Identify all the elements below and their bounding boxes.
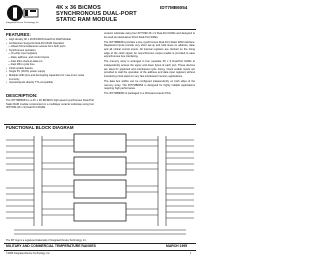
feature-subitem: — Fast 20ns clock-to-data out — [6, 60, 94, 64]
description-left — [6, 99, 94, 111]
title-line: STATIC RAM MODULE — [56, 17, 118, 24]
ram-block-connections — [42, 140, 158, 215]
left-port-signals — [6, 140, 34, 218]
ram-block — [74, 180, 126, 198]
footer-divider-lower — [4, 250, 196, 251]
block-diagram-svg — [4, 130, 196, 240]
description-paragraph: The IDT7MB6054 is a 4K x 36 BiCMOS high-speed synchronous Dual-Port Static RAM module constructed on a multilayer ceramic substrate using four IDT7099 (4K x 9) Dual-Port RAMs. — [6, 99, 94, 110]
left-bus — [34, 136, 42, 226]
ram-block — [74, 203, 126, 221]
description-paragraph: The data bus widths can be configured independently on both sides of the memory array. The IDT7MB6054 is designed for highly reliable applications requiring high performance. — [104, 79, 195, 91]
ram-block — [74, 157, 126, 175]
diagram-heading: FUNCTIONAL BLOCK DIAGRAM — [6, 125, 74, 130]
description-heading: DESCRIPTION: — [6, 93, 38, 98]
feature-subitem: — Data, address, and control inputs — [6, 56, 94, 60]
feature-item: • Clock enable feature — [6, 67, 94, 71]
feature-item: • Inputs/outputs directly TTL-compatible — [6, 81, 94, 85]
title-line: SYNCHRONOUS DUAL-PORT — [56, 11, 137, 18]
temperature-ranges: MILITARY AND COMMERCIAL TEMPERATURE RANGES — [6, 244, 96, 248]
features-heading: FEATURES: — [6, 32, 31, 37]
bottom-control-lines — [14, 230, 186, 234]
right-bus — [158, 136, 166, 226]
description-paragraph: The memory array is arranged in four separate 4K x 9 Dual-Port RAMs to independently access the upper and lower bytes of each port. These devices are ideal for pipelined and interleaved cycle timing. Clock enable inputs are provided to stall the operation of the address and data input registers without introducing clock skew for very fast interleaved memory applications. — [104, 60, 195, 78]
feature-item: • Architecture Supports Dual-Port RAM Operation — [6, 42, 94, 46]
feature-subitem: — On-chip input registers — [6, 52, 94, 56]
part-number: IDT7MB6054 — [160, 5, 188, 10]
revision-date: MARCH 1995 — [166, 244, 188, 248]
feature-subitem: — Fast 28ns cycle time — [6, 63, 94, 67]
right-port-signals — [166, 140, 194, 218]
header-divider — [4, 29, 196, 30]
description-paragraph: The IDT7MB6054 provides a true synchronous Dual-Port Static RAM interface. Registered inputs provide very short set-up and hold times on address, data, and all critical control inputs. All internal registers are clocked on the rising edge of the clock signal. An asynchronous output enable is provided to ease asynchronous bus interfacing. — [104, 40, 195, 59]
feature-item: • High density 4K x 36 BiCMOS Dual-Port RAM Module — [6, 38, 94, 42]
copyright: ©1995 Integrated Device Technology, Inc. — [6, 252, 51, 255]
feature-item: • Multiple GND pins and decoupling capacitors for max-imum noise immunity — [6, 74, 94, 81]
feature-item: • Single 5V (±10%) power supply — [6, 70, 94, 74]
feature-subitem: — Allows full simultaneous access from both ports — [6, 45, 94, 49]
description-paragraph: The IDT7MB6054 is packaged in a 115-lead ceramic PGA. — [104, 92, 172, 96]
description-right — [104, 32, 195, 97]
ram-blocks — [74, 134, 126, 221]
functional-block-diagram — [4, 130, 196, 240]
ram-block — [74, 134, 126, 152]
feature-item: • Synchronous operation — [6, 49, 94, 53]
features-list — [6, 38, 94, 85]
page-number: 1 — [190, 252, 192, 255]
company-name: Integrated Device Technology, Inc. — [6, 22, 40, 24]
description-paragraph: ceramic substrate using four IDT7099 4K x 9 Dual-Port RAMs and designed to be used as stand-alone 36-bit Dual-Port RAMs. — [104, 32, 195, 39]
title-line: 4K x 36 BiCMOS — [56, 5, 101, 11]
trademark-note: The IDT logo is a registered trademark of Integrated Device Technology, Inc. — [6, 239, 87, 242]
document-title — [56, 5, 146, 24]
